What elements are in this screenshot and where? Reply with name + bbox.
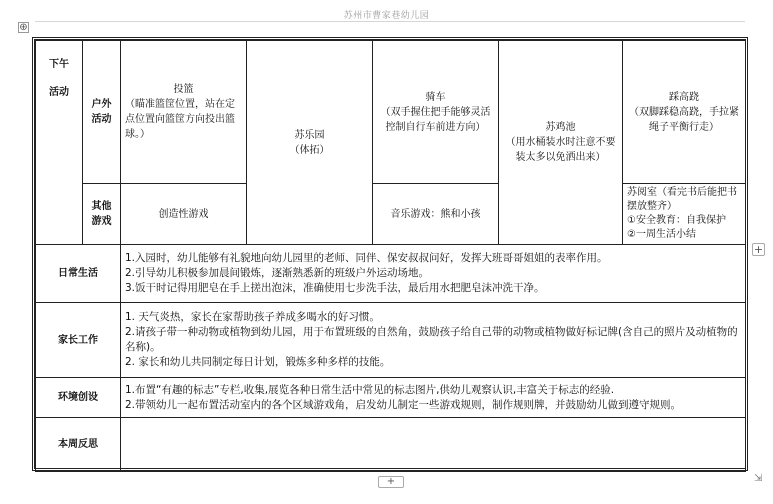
add-column-button[interactable]: +	[753, 243, 764, 256]
stilts-title: 踩高跷	[669, 91, 699, 103]
ride-cell[interactable]	[373, 41, 499, 184]
daily-item: 2.引导幼儿积极参加晨间锻炼，逐渐熟悉新的班级户外运动场地。	[125, 267, 430, 279]
sand-cell[interactable]	[499, 41, 623, 245]
ride-title: 骑车	[425, 91, 446, 103]
outdoor-label: 户外活动	[91, 99, 112, 125]
add-row-button[interactable]: +	[378, 476, 404, 488]
table-resize-handle-icon[interactable]: ⇲	[754, 473, 763, 484]
environment-label: 环境创设	[58, 392, 98, 403]
daily-row	[36, 245, 746, 303]
afternoon-label-bottom: 活动	[49, 87, 69, 98]
stilts-desc: （双脚踩稳高跷，手拉紧绳子平衡行走）	[629, 106, 739, 133]
toss-desc: （瞄准篮筐位置，站在定点位置向篮筐方向投出篮球。）	[125, 99, 235, 140]
sand-title: 苏鸡池	[545, 122, 576, 133]
daily-label-cell[interactable]	[36, 245, 121, 303]
table-move-handle-icon[interactable]: ⊕	[19, 22, 28, 33]
creative-cell[interactable]	[121, 184, 247, 245]
paradise-title: 苏乐园	[294, 129, 325, 141]
creative-text: 创造性游戏	[158, 208, 209, 220]
reading-line-3: ②一周生活小结	[627, 229, 696, 240]
reflection-label: 本周反思	[58, 439, 98, 450]
parents-content-cell[interactable]	[121, 303, 746, 378]
parents-label-cell[interactable]	[36, 303, 121, 378]
parents-label: 家长工作	[58, 334, 98, 346]
ride-desc: （双手握住把手能够灵活控制自行车前进方向）	[380, 106, 491, 133]
environment-row	[36, 378, 746, 418]
toss-title: 投篮	[173, 84, 194, 95]
daily-item: 1.入园时，幼儿能够有礼貌地向幼儿园里的老师、同伴、保安叔叔问好，发挥大班哥哥姐姐的表率作用。	[125, 252, 608, 264]
toss-cell[interactable]	[121, 41, 247, 184]
stilts-cell[interactable]	[623, 41, 746, 184]
page-header: 苏州市曹家巷幼儿园	[343, 11, 430, 21]
environment-label-cell[interactable]	[36, 378, 121, 418]
afternoon-other-row	[36, 184, 746, 245]
reflection-row	[36, 418, 746, 472]
paradise-cell[interactable]	[247, 41, 373, 245]
daily-label: 日常生活	[58, 268, 98, 279]
daily-item: 3.饭干时记得用肥皂在手上搓出泡沫，准确使用七步洗手法，最后用水把肥皂沫冲洗干净。	[125, 282, 545, 294]
afternoon-label-cell[interactable]	[36, 41, 83, 245]
other-label: 其他游戏	[91, 201, 112, 227]
header-rule	[35, 21, 745, 22]
weekly-plan-table	[35, 40, 746, 472]
parents-item: 2. 家长和幼儿共同制定每日计划，锻炼多种多样的技能。	[125, 356, 391, 368]
parents-row	[36, 303, 746, 378]
daily-content-cell[interactable]	[121, 245, 746, 303]
outdoor-label-cell[interactable]	[83, 41, 121, 184]
afternoon-label-top: 下午	[49, 59, 69, 70]
reflection-content-cell[interactable]	[121, 418, 746, 472]
environment-content-cell[interactable]	[121, 378, 746, 418]
reading-line-2: ①安全教育：自我保护	[627, 215, 726, 226]
music-text: 音乐游戏：熊和小孩	[390, 208, 481, 220]
environment-item: 1.布置“有趣的标志”专栏,收集,展览各种日常生活中常见的标志图片,供幼儿观察认识,丰富关于标志的经验.	[125, 383, 615, 396]
parents-item: 1. 天气炎热，家长在家帮助孩子养成多喝水的好习惯。	[125, 311, 380, 323]
reading-line-1: 苏阅室（看完书后能把书摆放整齐）	[627, 187, 737, 212]
reading-cell[interactable]	[623, 184, 746, 245]
reflection-label-cell[interactable]	[36, 418, 121, 472]
afternoon-outdoor-row	[36, 41, 746, 184]
parents-item: 2.请孩子带一种动物或植物到幼儿园，用于布置班级的自然角，鼓励孩子给自己带的动物或植物做好标记牌(含自己的照片及动植物的名称)。	[125, 326, 738, 353]
environment-item: 2.带领幼儿一起布置活动室内的各个区域游戏角，启发幼儿制定一些游戏规则，制作规则牌，并鼓励幼儿做到遵守规则。	[125, 398, 682, 411]
paradise-note: （体拓）	[289, 144, 330, 156]
other-label-cell[interactable]	[83, 184, 121, 245]
sand-desc: （用水桶装水时注意不要装太多以免洒出来）	[505, 137, 616, 163]
plan-table-frame	[32, 37, 748, 471]
music-cell[interactable]	[373, 184, 499, 245]
